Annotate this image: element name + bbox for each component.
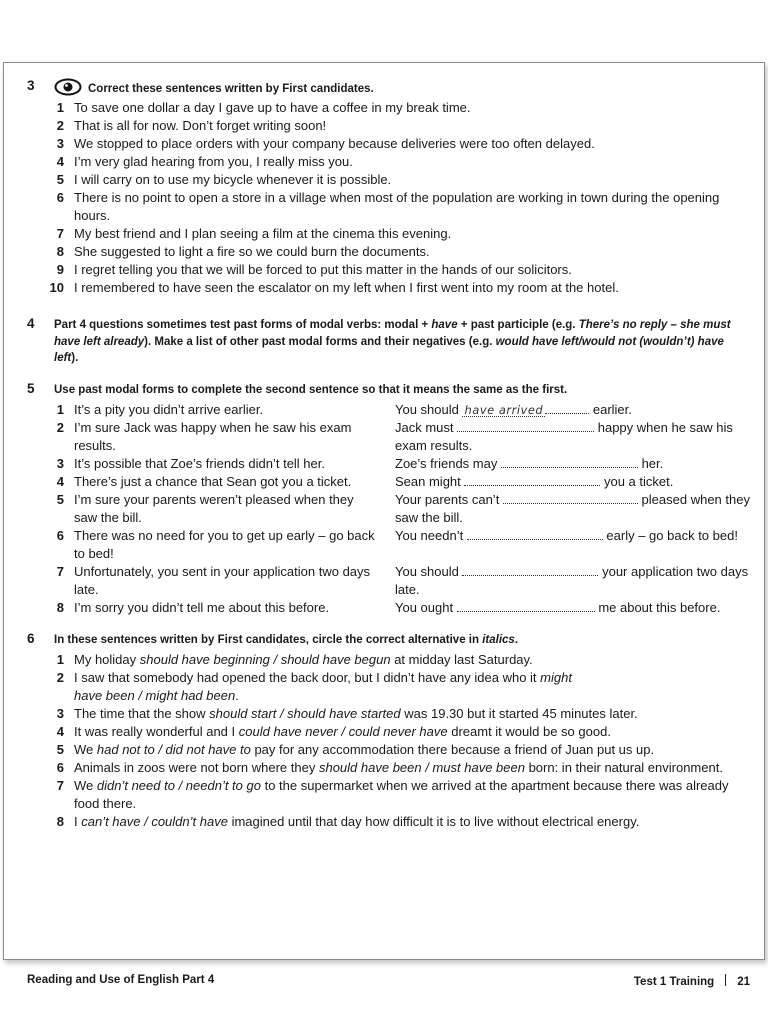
page-number: 21: [737, 976, 750, 988]
exercise-number: 6: [27, 631, 35, 646]
answer-field[interactable]: [467, 529, 603, 540]
alternatives[interactable]: had not to / did not have to: [96, 742, 251, 757]
list-item: 1 My holiday should have beginning / should have begun at midday last Saturday.: [56, 652, 533, 667]
alternatives[interactable]: didn’t need to / needn’t to go: [96, 778, 261, 793]
list-item: 5 We had not to / did not have to pay for any accommodation there because a friend of Juan put us up.: [56, 742, 655, 757]
exercise-number: 4: [27, 316, 35, 331]
page-footer: [27, 974, 750, 992]
answer-field[interactable]: [464, 475, 600, 486]
exercise-number: 5: [27, 381, 35, 396]
alternatives[interactable]: can’t have / couldn’t have: [81, 814, 228, 829]
sentence-list: [0, 651, 768, 831]
list-item: 4 I’m very glad hearing from you, I really miss you.: [56, 154, 353, 169]
exercise-heading: Part 4 questions sometimes test past forms of modal verbs: modal + have + past participle (e.g. There’s no reply – she must have left already). Make a list of other past modal forms and their negatives (e.g. would have left/would not (wouldn’t) have left).: [54, 319, 731, 364]
exercise-heading: Use past modal forms to complete the second sentence so that it means the same as the first.: [54, 384, 568, 396]
error-warning-icon: [54, 78, 82, 96]
footer-divider: [725, 974, 726, 986]
table-row: 4 There’s just a chance that Sean got you a ticket. Sean might you a ticket.: [56, 474, 674, 489]
list-item: 3 The time that the show should start / should have started was 19.30 but it started 45 minutes later.: [56, 706, 638, 721]
list-item: 5 I will carry on to use my bicycle whenever it is possible.: [56, 172, 392, 187]
alternatives[interactable]: should start / should have started: [209, 706, 401, 721]
alternatives[interactable]: might have been / might had been: [74, 670, 572, 703]
list-item: 1 To save one dollar a day I gave up to have a coffee in my break time.: [56, 100, 471, 115]
alternatives[interactable]: should have been / must have been: [318, 760, 525, 775]
table-row: 1 It’s a pity you didn’t arrive earlier. You should have arrived earlier.: [56, 402, 632, 417]
exercise-heading: In these sentences written by First candidates, circle the correct alternative in italics.: [54, 634, 519, 646]
answer-field[interactable]: [503, 493, 638, 504]
list-item: 4 It was really wonderful and I could have never / could never have dreamt it would be so good.: [56, 724, 611, 739]
sentence-list: [0, 99, 768, 297]
list-item: 7 My best friend and I plan seeing a film at the cinema this evening.: [56, 226, 452, 241]
answer-field[interactable]: [501, 457, 638, 468]
list-item: 9 I regret telling you that we will be forced to put this matter in the hands of our solicitors.: [56, 262, 572, 277]
list-item: 10 I remembered to have seen the escalator on my left when I first went into my room at the hotel.: [49, 280, 619, 295]
heading-text: Correct these sentences written by First candidates.: [88, 83, 374, 95]
table-row: 6 There was no need for you to get up early – go back to bed! You needn’t early – go back to bed!: [56, 528, 738, 561]
answer-field[interactable]: [457, 421, 594, 432]
list-item: 2 I saw that somebody had opened the back door, but I didn’t have any idea who it might have been / might had been.: [56, 670, 572, 703]
table-row: 2 I’m sure Jack was happy when he saw his exam results. Jack must happy when he saw his exam results.: [56, 420, 733, 453]
answer-field[interactable]: have arrived: [464, 403, 544, 417]
footer-test-title: Test 1 Training: [633, 976, 715, 988]
list-item: 8 I can’t have / couldn’t have imagined until that day how difficult it is to live without electrical energy.: [56, 814, 640, 829]
footer-section-title: Reading and Use of English Part 4: [27, 974, 215, 986]
alternatives[interactable]: could have never / could never have: [238, 724, 448, 739]
alternatives[interactable]: should have beginning / should have begun: [139, 652, 391, 667]
answer-field[interactable]: [462, 565, 598, 576]
exercise-number: 3: [27, 78, 35, 93]
table-row: 7 Unfortunately, you sent in your application two days late. You should your application two days late.: [56, 564, 749, 597]
list-item: 7 We didn’t need to / needn’t to go to the supermarket when we arrived at the apartment because there was already food there.: [56, 778, 729, 811]
list-item: 3 We stopped to place orders with your company because deliveries were too often delayed.: [56, 136, 595, 151]
table-row: 8 I’m sorry you didn’t tell me about this before. You ought me about this before.: [56, 600, 721, 615]
list-item: 6 Animals in zoos were not born where they should have been / must have been born: in their natural environment.: [56, 760, 723, 775]
footer-page-info: [634, 974, 750, 988]
list-item: 2 That is all for now. Don’t forget writing soon!: [56, 118, 327, 133]
list-item: 8 She suggested to light a fire so we could burn the documents.: [56, 244, 430, 259]
transformation-table: [0, 401, 768, 617]
table-row: 3 It’s possible that Zoe’s friends didn’t tell her. Zoe’s friends may her.: [56, 456, 664, 471]
table-row: 5 I’m sure your parents weren’t pleased when they saw the bill. Your parents can’t pleased when they saw the bill.: [56, 492, 750, 525]
list-item: 6 There is no point to open a store in a village when most of the population are working in town during the opening hours.: [56, 190, 720, 223]
answer-field[interactable]: [457, 601, 595, 612]
exercise-heading: [54, 78, 744, 98]
